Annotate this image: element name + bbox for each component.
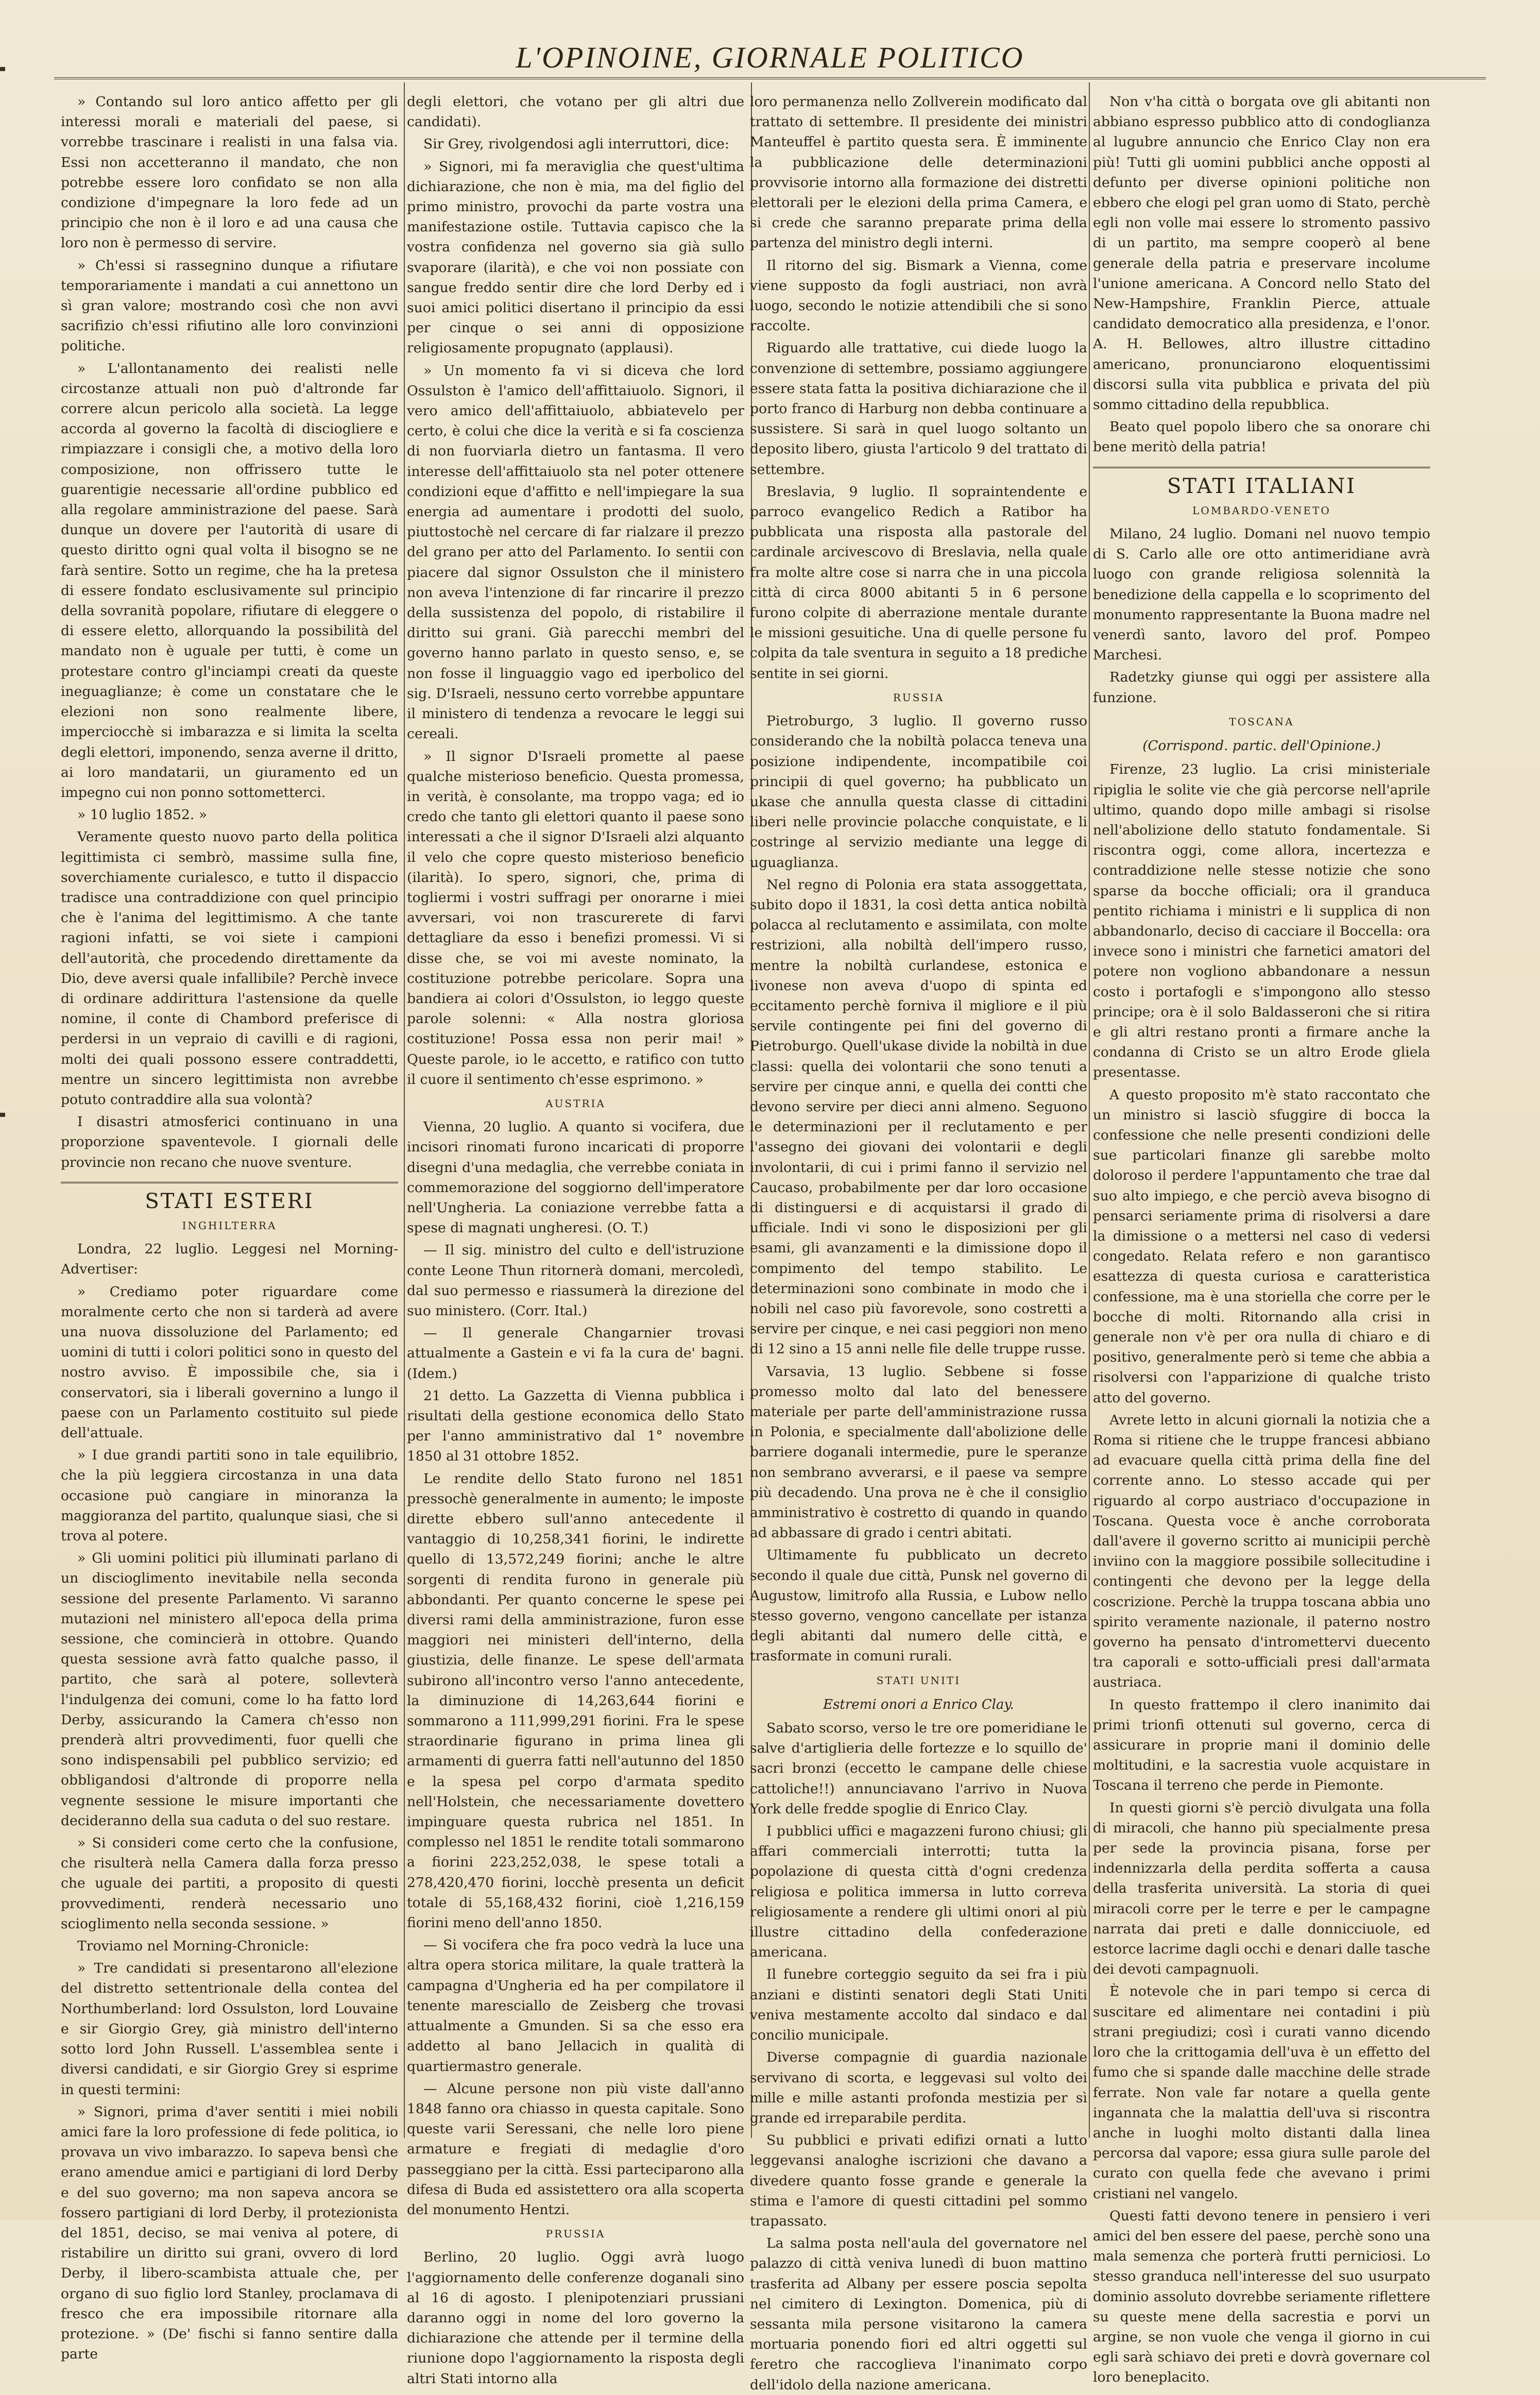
correspondent-credit: (Corrispond. partic. dell'Opinione.) (1142, 738, 1381, 754)
paragraph: Sabato scorso, verso le tre ore pomeridiane le salve d'artiglieria delle fortezze e lo squillo de' sacri bronzi (eccetto le campane delle chiese cattoliche!!) annunciavano l'arrivo in Nuova York delle fredde spoglie di Enrico Clay. (750, 1720, 1087, 1817)
country-heading: AUSTRIA (545, 1097, 606, 1110)
paragraph: Su pubblici e privati edifizi ornati a lutto leggevansi analoghe iscrizioni che davano a divedere quanto fosse grande e generale la stima e l'amore di questi cittadini pel sommo trapassato. (750, 2132, 1087, 2229)
paragraph: loro permanenza nello Zollverein modificato dal trattato di settembre. Il presidente dei ministri Manteuffel è partito questa sera. È imminente la pubblicazione delle determinazioni provvisorie intorno alla formazione dei distretti elettorali per le elezioni della prima Camera, e si crede che saranno preparate prima della partenza del ministro degli interni. (750, 94, 1087, 251)
paragraph: Questi fatti devono tenere in pensiero i veri amici del ben essere del paese, perchè sono una mala semenza che porterà frutti perniciosi. Lo stesso granduca nell'interesse del suo usurpato dominio assoluto dovrebbe seriamente riflettere su queste mene della sacrestia e porvi un argine, se non vuole che venga il giorno in cui egli sarà schiavo dei preti e dovrà governare col loro beneplacito. (1093, 2207, 1430, 2386)
country-heading: RUSSIA (893, 691, 945, 704)
paragraph: — Il sig. ministro del culto e dell'istruzione conte Leone Thun ritornerà domani, mercoledì, dal suo permesso e riassumerà la direzione del suo ministero. (Corr. Ital.) (407, 1242, 744, 1319)
paragraph: È notevole che in pari tempo si cerca di suscitare ed alimentare nei contadini i più strani pregiudizi; così i curati vanno dicendo loro che la crittogamia dell'uva è un effetto del fumo che si spande dalle macchine delle strade ferrate. Non vale far notare a quella gente ingannata che la malattia dell'uva si riscontra anche in luoghi molto distanti dalla linea percorsa dal vapore; essa giura sulle parole del curato con quella fede che avevano i primi cristiani nel vangelo. (1093, 1983, 1430, 2202)
paragraph: » Ch'essi si rassegnino dunque a rifiutare temporariamente i mandati a cui annettono un sì gran valore; mostrando così che non avvi sacrifizio ch'essi rifiutino alle loro convinzioni politiche. (61, 257, 398, 354)
paragraph: Varsavia, 13 luglio. Sebbene si fosse promesso molto dal lato del benessere materiale per parte dell'amministrazione russa in Polonia, e specialmente dall'abolizione delle barriere doganali intermedie, pure le speranze non sembrano avverarsi, e il paese va sempre più decadendo. Una prova ne è che il consiglio amministrativo è costretto di quando in quando ad abbassare di grado i centri abitati. (750, 1363, 1087, 1541)
paragraph: In questi giorni s'è perciò divulgata una folla di miracoli, che hanno più specialmente presa per sede la provincia pisana, forse per indennizzarla della perdita sofferta a causa della trasferita università. La storia di quei miracoli corre per le terre e per le campagne narrata dai preti e dalle donnicciuole, ed estorce lacrime dagli occhi e denari dalle tasche dei devoti campagnuoli. (1093, 1799, 1430, 1978)
paragraph: Sir Grey, rivolgendosi agli interruttori, dice: (423, 136, 729, 152)
paragraph: Non v'ha città o borgata ove gli abitanti non abbiano espresso pubblico atto di condoglianza al lugubre annuncio che Enrico Clay non era più! Tutti gli uomini pubblici anche opposti al defunto per diverse opinioni politiche non ebbero che elogi pel gran uomo di Stato, perchè egli non volle mai essere lo stromento passivo di un partito, ma sempre cooperò al bene generale della patria e preservare incolume l'unione americana. A Concord nello Stato del New-Hampshire, Franklin Pierce, attuale candidato democratico alla presidenza, e l'onor. A. H. Bellowes, altro illustre cittadino americano, pronunciarono eloquentissimi discorsi sulla vita pubblica e privata del più sommo cittadino della repubblica. (1093, 94, 1430, 413)
paragraph: » Contando sul loro antico affetto per gli interessi morali e materiali del paese, si vorrebbe trascinare i realisti in una falsa via. Essi non accetteranno il mandato, che non potrebbe essere loro confidato se non alla condizione d'impegnare la loro fede ad un principio che non è il loro e ad una causa che loro non è permesso di servire. (61, 94, 398, 251)
paragraph: Nel regno di Polonia era stata assoggettata, subito dopo il 1831, la così detta antica nobiltà polacca al reclutamento e assimilata, con molte restrizioni, alla nobiltà dell'impero russo, mentre la nobiltà curlandese, estonica e livonese non aveva d'uopo di spinta ed eccitamento perchè forniva il migliore e il più servile contingente pei fini del governo di Pietroburgo. Quell'ukase divide la nobiltà in due classi: quella dei volontarii che sono tenuti a servire per cinque anni, e quella dei contti che devono servire per dieci anni almeno. Seguono le determinazioni per il reclutamento e per l'assegno dei giovani dei volontarii e degli involontarii, di cui i primi fanno il servizio nel Caucaso, probabilmente per dar loro occasione di distinguersi e di acquistarsi il grado di ufficiale. Indi vi sono le disposizioni per gli esami, gli avanzamenti e la dimissione dopo il compimento del tempo stabilito. Le determinazioni sono combinate in modo che i nobili nel caso più favorevole, sono costretti a servire per cinque, e nei casi peggiori non meno di 12 sino a 15 anni nelle file delle truppe russe. (750, 876, 1087, 1357)
paragraph: Londra, 22 luglio. Leggesi nel Morning-Advertiser: (61, 1241, 398, 1278)
paragraph: Pietroburgo, 3 luglio. Il governo russo considerando che la nobiltà polacca teneva una posizione indipendente, incompatibile coi principii di quel governo; ha pubblicato un ukase che annulla questa classe di cittadini liberi nelle provincie polacche conquistate, e li costringe al servizio mediante una legge di uguaglianza. (750, 713, 1087, 871)
column-1 (61, 92, 398, 2363)
region-heading: LOMBARDO-VENETO (1192, 504, 1331, 517)
paragraph: Vienna, 20 luglio. A quanto si vocifera, due incisori rinomati furono incaricati di proporre disegni d'una medaglia, che verrebbe coniata in commemorazione del soggiorno dell'imperatore nell'Ungheria. La coniazione verrebbe fatta a spese di magnati ungheresi. (O. T.) (407, 1119, 744, 1236)
paragraph: — Alcune persone non più viste dall'anno 1848 fanno ora chiasso in questa capitale. Sono queste varii Seressani, che nelle loro piene armature e fregiati di medaglie d'oro passeggiano per la città. Essi parteciparono alla difesa di Buda ed assistettero ora alla scoperta del monumento Hentzi. (407, 2080, 744, 2218)
paragraph: Firenze, 23 luglio. La crisi ministeriale ripiglia le solite vie che già percorse nell'aprile ultimo, quando dopo mille ambagi si risolse nell'abolizione dello statuto fondamentale. Si riscontra oggi, come allora, incertezza e contraddizione nelle stesse notizie che sono sparse da bocche officiali; ora il granduca pentito richiama i ministri e li supplica di non abbandonarlo, deciso di cacciare il Boccella: ora invece sono i ministri che farnetici amatori del potere non vogliono abbandonare a nessun costo i portafogli e s'impongono allo stesso principe; ora è il solo Baldasseroni che si ritira e gli altri restano pronti a firmare anche la condanna di Cristo se un altro Erode gliela presentasse. (1093, 761, 1430, 1081)
paragraph: » Tre candidati si presentarono all'elezione del distretto settentrionale della contea del Northumberland: lord Ossulston, lord Louvaine e sir Giorgio Grey, già ministro dell'interno sotto lord John Russell. L'assemblea sente i diversi candidati, e sir Giorgio Grey si esprime in questi termini: (61, 1960, 398, 2098)
paragraph: 21 detto. La Gazzetta di Vienna pubblica i risultati della gestione economica dello Stato per l'anno amministrativo dal 1° novembre 1850 al 31 ottobre 1852. (407, 1387, 744, 1465)
edge-mark (0, 1113, 5, 1117)
paragraph: » 10 luglio 1852. » (77, 807, 208, 823)
paragraph: Le rendite dello Stato furono nel 1851 pressochè generalmente in aumento; le imposte dirette ebbero sull'anno antecedente il vantaggio di 10,258,341 fiorini, le indirette quello di 13,572,249 fiorini; anche le altre sorgenti di rendita furono in generale più abbondanti. Per quanto concerne le spese pei diversi rami della amministrazione, furon esse maggiori nei ministeri dell'interno, della giustizia, delle finanze. Le spese dell'armata subirono all'incontro verso l'anno antecedente, la diminuzione di 14,263,644 fiorini e sommarono a 111,999,291 fiorini. Fra le spese straordinarie figurano in prima linea gli armamenti di guerra fatti nell'autunno del 1850 e la spesa pel corpo d'armata spedito nell'Holstein, che necessariamente dovettero impinguare questa rubrica nel 1851. In complesso nel 1851 le rendite totali sommarono a fiorini 223,252,038, le spese totali a 278,420,470 fiorini, locchè presenta un deficit totale di 55,168,432 fiorini, cioè 1,216,159 fiorini meno dell'anno 1850. (407, 1470, 744, 1931)
paragraph: Milano, 24 luglio. Domani nel nuovo tempio di S. Carlo alle ore otto antimeridiane avrà luogo con grande religiosa solennità la benedizione della cappella e lo scoprimento del monumento rappresentante la Buona madre nel venerdì santo, lavoro del prof. Pompeo Marchesi. (1093, 526, 1430, 664)
paragraph: Avrete letto in alcuni giornali la notizia che a Roma si ritiene che le truppe francesi abbiano ad evacuare quella città prima della fine del corrente anno. Lo stesso accade qui per riguardo al corpo austriaco d'occupazione in Toscana. Questa voce è anche corroborata dall'avere il governo scritto ai municipii perchè inviino con la maggiore possibile sollecitudine i contingenti che devono per la legge della coscrizione. Perchè la truppa toscana abbia uno spirito veramente nazionale, il paterno nostro governo ha pensato d'intromettervi duecento tra caporali e sotto-ufficiali presi dall'armata austriaca. (1093, 1412, 1430, 1691)
masthead-rule (54, 77, 1486, 79)
article-subtitle: Estremi onori a Enrico Clay. (823, 1696, 1014, 1712)
paragraph: La salma posta nell'aula del governatore nel palazzo di città veniva lunedì di buon mattino trasferita ad Albany per essere poscia sepolta nel cimitero di Lexington. Domenica, più di sessanta mila persone visitarono la camera mortuaria ponendo fiori ed altri oggetti sul feretro che raccoglieva l'inanimato corpo dell'idolo della nazione americana. (750, 2235, 1087, 2393)
paragraph: Il funebre corteggio seguito da sei fra i più anziani e distinti senatori degli Stati Uniti veniva mestamente accolto dal sindaco e dal concilio municipale. (750, 1966, 1087, 2044)
paragraph: In questo frattempo il clero inanimito dai primi trionfi ottenuti sul governo, cerca di assicurare in proprie mani il dominio delle moltitudini, e la sacrestia vuole acquistare in Toscana il terreno che perde in Piemonte. (1093, 1696, 1430, 1794)
paragraph: Ultimamente fu pubblicato un decreto secondo il quale due città, Punsk nel governo di Augustow, limitrofo alla Russia, e Lubow nello stesso governo, vengono cancellate per istanza degli abitanti dal numero delle città, e trasformate in comuni rurali. (750, 1547, 1087, 1664)
paragraph: Troviamo nel Morning-Chronicle: (77, 1938, 310, 1955)
paragraph: I disastri atmosferici continuano in una proporzione spaventevole. I giornali delle provincie non recano che nuove sventure. (61, 1114, 398, 1170)
paragraph: » I due grandi partiti sono in tale equilibrio, che la più leggiera circostanza in una data occasione può cangiare in minoranza la maggioranza del partito, qualunque siasi, che si trova al potere. (61, 1447, 398, 1544)
edge-mark (0, 67, 5, 71)
country-heading: PRUSSIA (545, 2228, 606, 2240)
country-heading: INGHILTERRA (182, 1219, 277, 1232)
column-rule (1089, 82, 1090, 2138)
region-heading: TOSCANA (1229, 715, 1294, 728)
paragraph: Veramente questo nuovo parto della politica legittimista ci sembrò, massime sulla fine, soverchiamente curialesco, e tutto il dispaccio tradisce una contraddizione con quel principio che è l'anima del legittimismo. A che tante ragioni infatti, se voi siete i campioni dell'autorità, che procedendo direttamente da Dio, deve aversi quale infallibile? Perchè invece di ordinare addirittura l'astensione da quelle nomine, il conte di Chambord preferisce di perdersi in un vepraio di cavilli e di ragioni, molti dei quali possono essere contraddetti, mentre un sincero legittimista non avrebbe potuto contraddire alla sua volontà? (61, 829, 398, 1108)
column-4 (1093, 92, 1430, 2386)
section-title: STATI ITALIANI (1093, 467, 1430, 497)
column-rule (404, 82, 405, 2138)
paragraph: » Crediamo poter riguardare come moralmente certo che non si tarderà ad avere una nuova dissoluzione del Parlamento; ed uomini di tutti i colori politici sono in questo del nostro avviso. È impossibile che, sia i conservatori, sia i liberali governino a lungo il paese con un Parlamento costituito sul piede dell'attuale. (61, 1283, 398, 1441)
paragraph: » Signori, mi fa meraviglia che quest'ultima dichiarazione, che non è mia, ma del figlio del primo ministro, provochi da parte vostra una manifestazione ostile. Tuttavia capisco che la vostra confidenza nel governo sia già sullo svaporare (ilarità), e che voi non possiate con sangue freddo sentir dire che lord Derby ed i suoi amici politici disertano il principio da essi per cinque o sei anni di opposizione religiosamente propugnato (applausi). (407, 158, 744, 356)
paragraph: Riguardo alle trattative, cui diede luogo la convenzione di settembre, possiamo aggiungere essere stata fatta la positiva dichiarazione che il porto franco di Harburg non debba continuare a sussistere. Si sarà in quel luogo soltanto un deposito libero, giusta l'articolo 9 del trattato di settembre. (750, 340, 1087, 478)
paragraph: A questo proposito m'è stato raccontato che un ministro si lasciò sfuggire di bocca la confessione che nelle presenti condizioni delle sue particolari finanze gli sarebbe molto doloroso il perdere l'appuntamento che trae dal suo alto impiego, e che perciò aveva bisogno di pensarci seriamente prima di risolversi a dare la dimissione o a mettersi nel caso di vedersi congedato. Relata refero e non garantisco esattezza di questa curiosa e caratteristica confessione, ma è una storiella che corre per le bocche di molti. Ritornando alla crisi in generale non v'è per ora nulla di chiaro e di positivo, generalmente però si teme che abbia a risolversi con l'apparizione di qualche tristo atto del governo. (1093, 1086, 1430, 1406)
paragraph: » Signori, prima d'aver sentiti i miei nobili amici fare la loro professione di fede politica, io provava un vivo imbarazzo. Io sapeva bensì che erano amendue amici e partigiani di lord Derby e del suo governo; ma non sapeva ancora se fossero partigiani di lord Derby, il protezionista del 1851, deciso, se mai veniva al potere, di ristabilire un diritto sui grani, ovvero di lord Derby, il libero-scambista attuale che, per organo di suo figlio lord Stanley, proclamava di fresco che era impossibile ritornare alla protezione. » (De' fischi si fanno sentire dalla parte (61, 2103, 398, 2363)
paragraph: degli elettori, che votano per gli altri due candidati). (407, 94, 744, 130)
paragraph: Beato quel popolo libero che sa onorare chi bene meritò della patria! (1093, 419, 1430, 455)
paragraph: — Si vocifera che fra poco vedrà la luce una altra opera storica militare, la quale tratterà la campagna d'Ungheria ed ha per compilatore il tenente maresciallo de Zeisberg che trovasi attualmente a Gmunden. Si sa che esso era addetto al bano Jellacich in qualità di quartiermastro generale. (407, 1937, 744, 2075)
paragraph: » Gli uomini politici più illuminati parlano di un discioglimento inevitabile nella seconda sessione del presente Parlamento. Vi saranno mutazioni nel ministero all'epoca della prima sessione, che comincierà in ottobre. Quando questa sessione avrà fatto qualche passo, il partito, che sarà al potere, sollevterà l'indulgenza dei comuni, come lo ha fatto lord Derby, assicurando la Camera ch'esso non prenderà altri provvedimenti, fuor quelli che sono indispensabili pel pubblico servizio; ed obbligandosi d'altronde di proporre nella vegnente sessione le misure importanti che decideranno della sua caduta o del suo restare. (61, 1550, 398, 1829)
column-2 (407, 92, 744, 2387)
country-heading: STATI UNITI (876, 1674, 961, 1687)
section-title: STATI ESTERI (61, 1182, 398, 1212)
paragraph: Berlino, 20 luglio. Oggi avrà luogo l'aggiornamento delle conferenze doganali sino al 16 di agosto. I plenipotenziari prussiani daranno oggi in nome del loro governo la dichiarazione che attende per il termine della riunione dopo l'aggiornamento la risposta degli altri Stati intorno alla (407, 2249, 744, 2387)
paragraph: I pubblici uffici e magazzeni furono chiusi; gli affari commerciali interrotti; tutta la popolazione di questa città d'ogni credenza religiosa e politica immersa in lutto correva religiosamente a rendere gli ultimi onori al più illustre cittadino della confederazione americana. (750, 1823, 1087, 1961)
masthead-title: L'OPINOINE, GIORNALE POLITICO (516, 41, 1024, 74)
paragraph: » L'allontanamento dei realisti nelle circostanze attuali non può d'altronde far correre alcun pericolo alla società. La legge accorda al governo la facoltà di disciogliere e rimpiazzare i consigli che, a motivo della loro composizione, non offrissero tutte le guarentigie necessarie all'ordine pubblico ed alla regolare amministrazione del paese. Sarà dunque un dovere per l'autorità di usare di questo diritto ogni qual volta il bisogno se ne farà sentire. Sotto un regime, che ha la pretesa di essere fondato esclusivamente sul principio della sovranità popolare, rifiutare di eleggere o di essere eletto, allorquando la possibilità del mandato non è uguale per tutti, è come un protestare contro gl'inciampi creati da queste ineguaglianze; è come un constatare che le elezioni non sono realmente libere, imperciocchè si imbarazza e si limita la scelta degli elettori, imponendo, senza averne il dritto, ai loro mandatarii, un giuramento ed un impegno cui non ponno sottometterci. (61, 360, 398, 801)
paragraph: » Il signor D'Israeli promette al paese qualche misterioso beneficio. Questa promessa, in verità, è consolante, ma troppo vaga; ed io credo che tanto gli elettori quanto il paese sono interessati a che il signor D'Israeli alzi alquanto il velo che copre questo misterioso beneficio (ilarità). Io spero, signori, che, prima di togliermi i vostri suffragi per onorarne i miei avversari, voi non trascurerete di farvi dettagliare da esso i benefizi promessi. Vi si disse che, se voi mi aveste nominato, la costituzione potrebbe pericolare. Sopra una bandiera ai colori d'Ossulston, io leggo queste parole solenni: « Alla nostra gloriosa costituzione! Possa essa non perir mai! » Queste parole, io le accetto, e ratifico con tutto il cuore il sentimento ch'esse esprimono. » (407, 748, 744, 1088)
paragraph: Il ritorno del sig. Bismark a Vienna, come viene supposto da fogli austriaci, non avrà luogo, secondo le notizie attendibili che si sono raccolte. (750, 257, 1087, 334)
paragraph: Breslavia, 9 luglio. Il sopraintendente e parroco evangelico Redich a Ratibor ha pubblicata una risposta alla pastorale del cardinale arcivescovo di Breslavia, nella quale fra molte altre cose si narra che in una piccola città di circa 8000 abitanti 5 in 6 persone furono colpite di aberrazione mentale durante le missioni gesuitiche. Una di quelle persone fu colpita da tale sventura in seguito a 18 prediche sentite in sei giorni. (750, 483, 1087, 682)
paragraph: » Si consideri come certo che la confusione, che risulterà nella Camera dalla forza presso che uguale dei partiti, a proposito di questi provvedimenti, renderà necessario uno scioglimento nella seconda sessione. » (61, 1835, 398, 1932)
column-3 (750, 92, 1087, 2393)
paragraph: — Il generale Changarnier trovasi attualmente a Gastein e vi fa la cura de' bagni. (Idem.) (407, 1325, 744, 1382)
paragraph: Diverse compagnie di guardia nazionale servivano di scorta, e leggevasi sul volto dei mille e mille astanti profonda mestizia per sì grande ed irreparabile perdita. (750, 2049, 1087, 2126)
paragraph: Radetzky giunse qui oggi per assistere alla funzione. (1093, 669, 1430, 706)
paragraph: » Un momento fa vi si diceva che lord Ossulston è l'amico dell'affittaiuolo. Signori, il vero amico dell'affittaiuolo, abbiatevelo per certo, è colui che dice la verità e si fa coscienza di non fuorviarla dietro un fantasma. Il vero interesse dell'affittaiuolo sta nel poter ottenere condizioni eque d'affitto e nell'impiegare la sua energia ad aumentare i prodotti del suolo, piuttostochè nel cercare di far rialzare il prezzo del grano per atto del Parlamento. Io sentii con piacere dal signor Ossulston che il ministero non aveva l'intenzione di far rincarire il prezzo della sussistenza del popolo, di ristabilire il diritto sui grani. Già parecchi membri del governo hanno parlato in questo senso, e, se non fosse il linguaggio vago ed iperbolico del sig. D'Israeli, nessuno certo vorrebbe appuntare il ministero di tendenza a revocare le leggi sui cereali. (407, 362, 744, 742)
